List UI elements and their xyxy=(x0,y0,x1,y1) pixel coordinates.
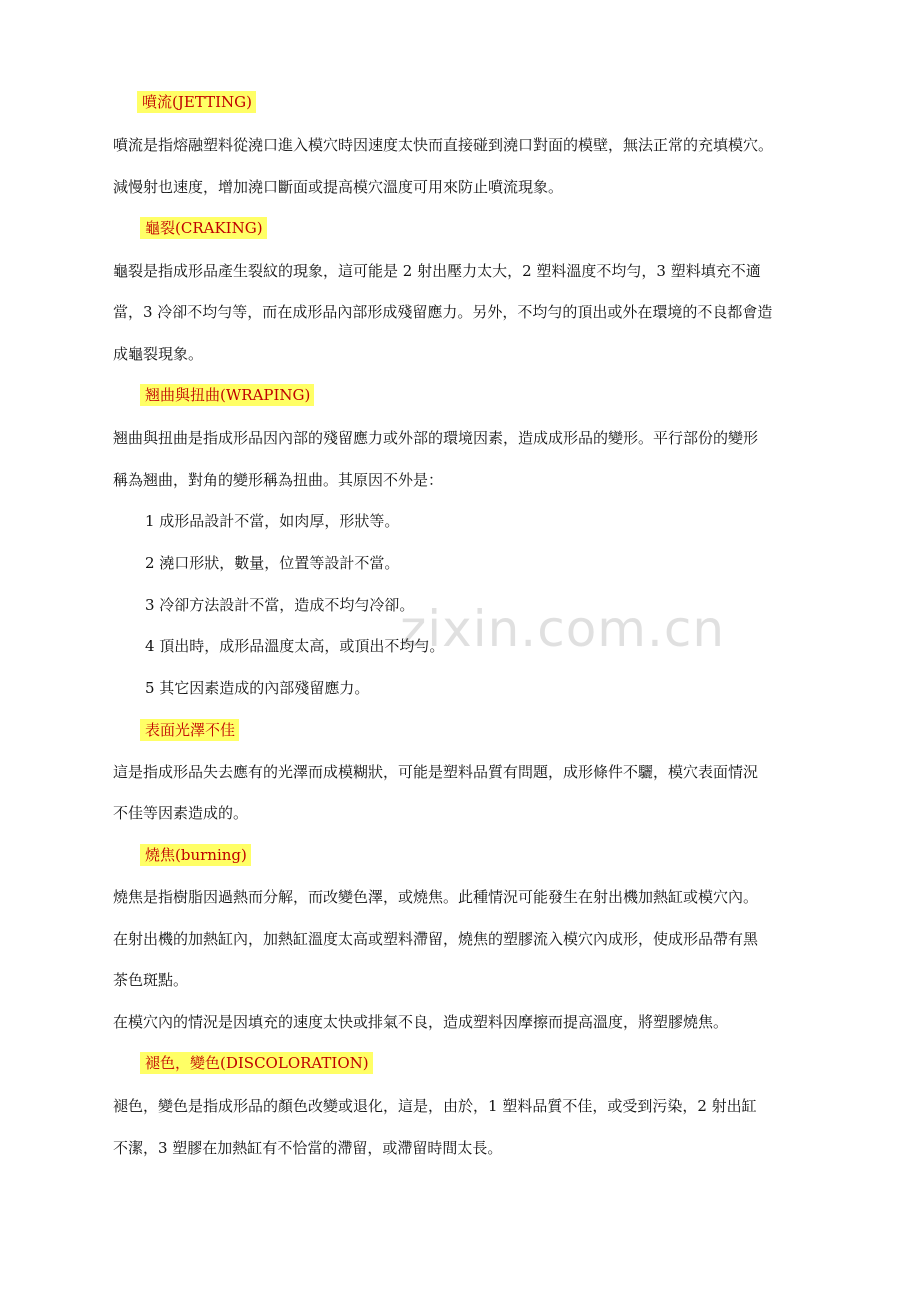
heading-warping: 翘曲與扭曲(WRAPING) xyxy=(140,382,314,408)
paragraph-line: 在射出機的加熱缸內，加熱缸溫度太高或塑料滯留，燒焦的塑膠流入模穴內成形，使成形品帶有黑 xyxy=(113,930,759,948)
paragraph-line: 稱為翘曲，對角的變形稱為扭曲。其原因不外是： xyxy=(113,471,444,489)
paragraph-line: 在模穴內的情況是因填充的速度太快或排氣不良，造成塑料因摩擦而提高溫度，將塑膠燒焦。 xyxy=(113,1013,729,1031)
list-item: 3 冷卻方法設計不當，造成不均勻冷卻。 xyxy=(145,596,415,614)
paragraph-line: 當，3 冷卻不均勻等，而在成形品內部形成殘留應力。另外，不均勻的頂出或外在環境的不良都會造 xyxy=(113,303,773,321)
list-item: 2 澆口形狀，數量，位置等設計不當。 xyxy=(145,554,400,572)
paragraph-line: 成龜裂現象。 xyxy=(113,345,204,363)
paragraph-line: 這是指成形品失去應有的光澤而成模糊狀，可能是塑料品質有問題，成形條件不驪，模穴表面情況 xyxy=(113,763,759,781)
paragraph-line: 不潔，3 塑膠在加熱缸有不恰當的滯留，或滯留時間太長。 xyxy=(113,1139,503,1157)
paragraph-line: 不佳等因素造成的。 xyxy=(113,804,249,822)
paragraph-line: 龜裂是指成形品產生裂紋的現象，這可能是 2 射出壓力太大，2 塑料溫度不均勻，3 塑料填充不適 xyxy=(113,262,761,280)
paragraph-line: 燒焦是指樹脂因過熱而分解，而改變色澤，或燒焦。此種情況可能發生在射出機加熱缸或模穴內。 xyxy=(113,888,759,906)
heading-gloss: 表面光澤不佳 xyxy=(140,717,239,743)
list-item: 1 成形品設計不當，如肉厚，形狀等。 xyxy=(145,512,400,530)
list-item: 5 其它因素造成的內部殘留應力。 xyxy=(145,679,370,697)
paragraph-line: 茶色斑點。 xyxy=(113,971,189,989)
list-item: 4 頂出時，成形品溫度太高，或頂出不均勻。 xyxy=(145,637,445,655)
watermark: zixin.com.cn xyxy=(400,600,726,658)
heading-jetting: 噴流(JETTING) xyxy=(137,89,256,115)
paragraph-line: 翘曲與扭曲是指成形品因內部的殘留應力或外部的環境因素，造成成形品的變形。平行部份的變形 xyxy=(113,429,759,447)
paragraph-line: 減慢射也速度，增加澆口斷面或提高模穴溫度可用來防止噴流現象。 xyxy=(113,178,564,196)
heading-burning: 燒焦(burning) xyxy=(140,842,251,868)
heading-cracking: 龜裂(CRAKING) xyxy=(140,215,267,241)
paragraph-line: 噴流是指熔融塑料從澆口進入模穴時因速度太快而直接碰到澆口對面的模壁，無法正常的充填模穴。 xyxy=(113,136,774,154)
heading-discoloration: 褪色，變色(DISCOLORATION) xyxy=(140,1050,373,1076)
paragraph-line: 褪色，變色是指成形品的顏色改變或退化，這是，由於，1 塑料品質不佳，或受到污染，2 射出缸 xyxy=(113,1097,757,1115)
